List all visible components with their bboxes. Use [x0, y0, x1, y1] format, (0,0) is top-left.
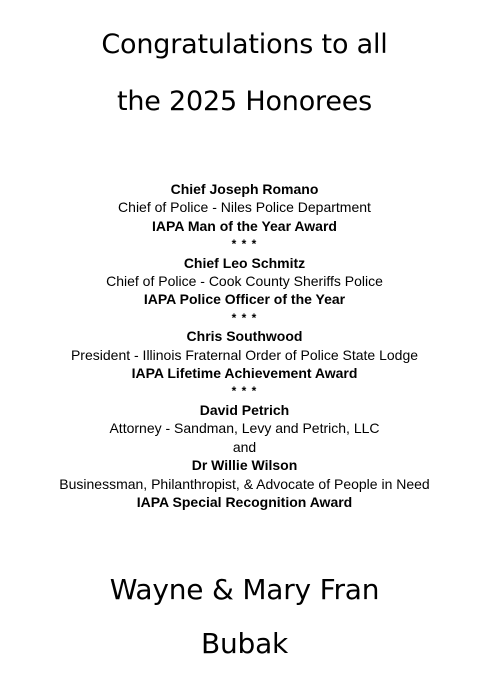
honoree-award: IAPA Man of the Year Award [152, 217, 337, 234]
footer-line-1: Wayne & Mary Fran [109, 573, 380, 606]
honoree-role-2: Businessman, Philanthropist, & Advocate of People in Need [59, 475, 430, 492]
separator: * * * [231, 384, 258, 399]
title-line-2: the 2025 Honorees [116, 86, 373, 117]
title-line-1: Congratulations to all [101, 29, 388, 60]
honoree-role: Chief of Police - Cook County Sheriffs Police [106, 273, 383, 290]
footer-line-2: Bubak [200, 627, 289, 660]
separator: * * * [231, 310, 258, 325]
honoree-award: IAPA Special Recognition Award [136, 493, 353, 510]
honoree-conjunction: and [232, 438, 257, 455]
honoree-role: Chief of Police - Niles Police Department [118, 199, 371, 216]
honoree-name: Chris Southwood [186, 328, 303, 345]
honoree-award: IAPA Police Officer of the Year [143, 291, 346, 308]
honorees-list [0, 180, 489, 511]
honoree-role: President - Illinois Fraternal Order of Police State Lodge [70, 346, 419, 363]
honoree-role: Attorney - Sandman, Levy and Petrich, LLC [109, 420, 380, 437]
honoree-name: Chief Leo Schmitz [183, 254, 306, 271]
honoree-name-2: Dr Willie Wilson [191, 457, 298, 474]
honoree-name: David Petrich [199, 401, 290, 418]
honoree-name: Chief Joseph Romano [170, 181, 319, 197]
honoree-award: IAPA Lifetime Achievement Award [131, 365, 358, 382]
separator: * * * [231, 237, 258, 252]
